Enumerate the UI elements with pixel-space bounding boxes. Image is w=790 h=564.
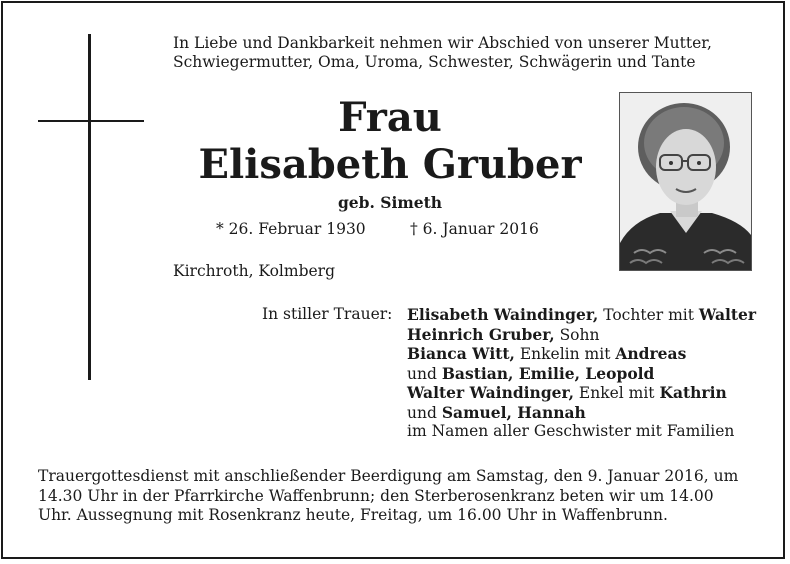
mourner-line [407, 383, 756, 403]
mourner-relation: Enkelin mit [514, 345, 616, 363]
service-info-line: Uhr. Aussegnung mit Rosenkranz heute, Freitag, um 16.00 Uhr in Waffenbrunn. [38, 506, 668, 524]
birth-name: geb. Simeth [337, 193, 443, 212]
intro-line: In Liebe und Dankbarkeit nehmen wir Abschied von unserer Mutter, [173, 34, 712, 52]
mourner-relation: und [407, 403, 442, 422]
mourner-name: Heinrich Gruber, [407, 324, 555, 344]
mourner-name: Walter [698, 305, 757, 324]
mourner-name: Kathrin [659, 383, 727, 402]
mourner-relation: Tochter mit [598, 306, 699, 324]
mourner-name: Bastian, Emilie, Leopold [441, 363, 655, 383]
birth-date: * 26. Februar 1930 [216, 220, 366, 238]
intro-text [173, 34, 763, 72]
mourner-relation: Enkel mit [573, 384, 660, 402]
salutation: Frau [338, 94, 442, 141]
portrait-photo [619, 92, 752, 271]
death-date: † 6. Januar 2016 [410, 220, 539, 238]
mourner-relation: Sohn [554, 325, 600, 344]
mourner-relation: im Namen aller Geschwister mit Familien [407, 422, 735, 440]
mourner-line [407, 305, 756, 325]
mourner-name: Andreas [615, 344, 687, 363]
mourner-line [407, 344, 756, 364]
mourner-line [407, 364, 756, 384]
residence: Kirchroth, Kolmberg [173, 262, 335, 280]
mourner-line [407, 403, 756, 423]
mourners-label: In stiller Trauer: [262, 305, 393, 323]
mourner-line [407, 422, 756, 442]
service-info-line: Trauergottesdienst mit anschließender Beerdigung am Samstag, den 9. Januar 2016, um [38, 467, 739, 485]
cross-icon-bar [38, 120, 144, 122]
mourner-line [407, 325, 756, 345]
intro-line: Schwiegermutter, Oma, Uroma, Schwester, Schwägerin und Tante [173, 53, 696, 71]
mourner-name: Samuel, Hannah [441, 402, 586, 422]
mourner-relation: und [407, 364, 442, 383]
mourner-name: Walter Waindinger, [407, 383, 574, 402]
deceased-name: Elisabeth Gruber [198, 141, 582, 188]
service-info [38, 467, 758, 526]
mourners-list [407, 305, 756, 442]
cross-icon [88, 34, 91, 380]
portrait-photo-image [620, 93, 751, 270]
service-info-line: 14.30 Uhr in der Pfarrkirche Waffenbrunn; den Sterberosenkranz beten wir um 14.00 [38, 486, 714, 505]
mourner-name: Elisabeth Waindinger, [407, 305, 599, 324]
mourner-name: Bianca Witt, [407, 344, 515, 363]
